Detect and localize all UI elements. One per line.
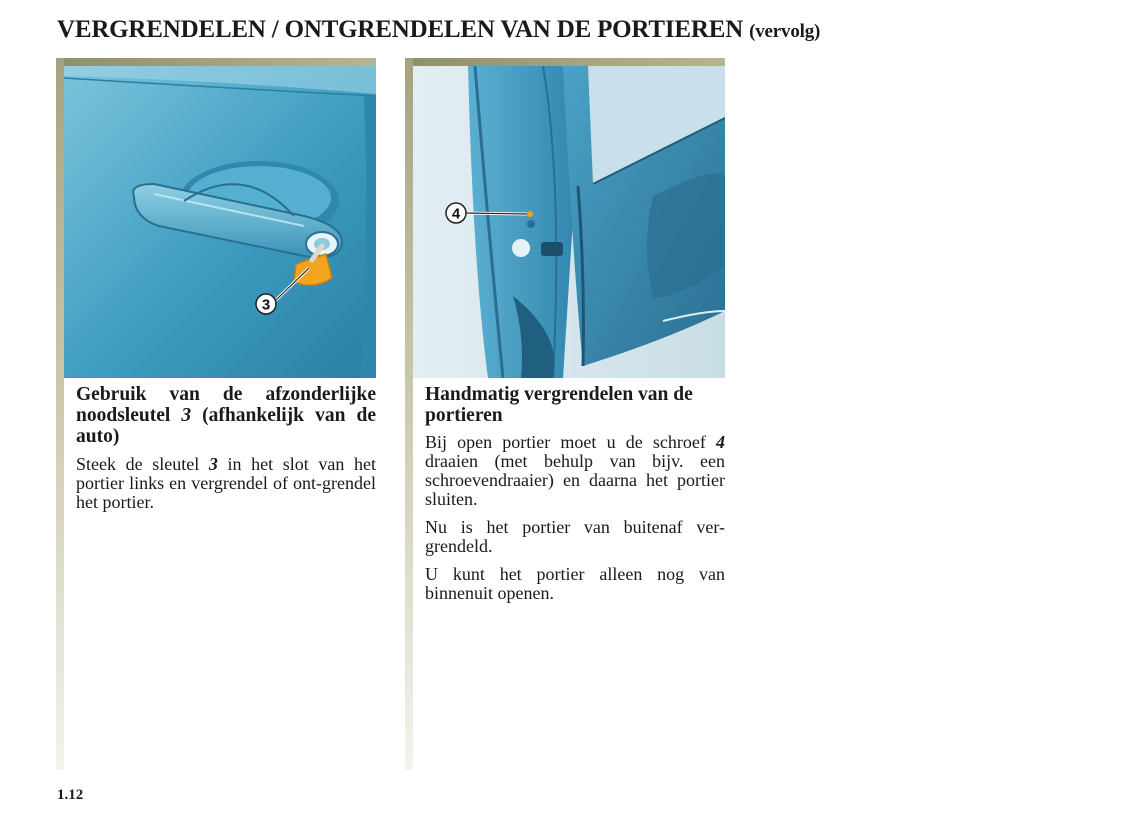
- paragraph-text-2: draaien (met behulp van bijv. een schroevendraaier) en daarna het portier sluiten.: [425, 451, 725, 509]
- paragraph-text-2: in het slot van het portier links en vergrendel of ont-grendel het portier.: [76, 454, 377, 512]
- paragraph-text-1: Steek de sleutel: [76, 454, 200, 474]
- section-top-bar: [405, 58, 725, 66]
- paragraph-text-1: Bij open portier moet u de schroef: [425, 432, 706, 452]
- section-heading: [76, 384, 376, 447]
- paragraph-ref: 4: [716, 432, 725, 452]
- instruction-paragraph: [76, 455, 376, 512]
- page-title-continued: (vervolg): [749, 21, 821, 42]
- heading-text-2: (afhankelijk van de auto): [76, 405, 377, 447]
- instruction-paragraph-1: [425, 433, 725, 509]
- callout-4-label: 4: [451, 205, 461, 223]
- door-edge-photo: [413, 66, 725, 378]
- paragraph-ref: 3: [208, 454, 218, 474]
- page-title-main: VERGRENDELEN / ONTGRENDELEN VAN DE PORTIEREN: [57, 16, 744, 43]
- section-heading: Handmatig vergrendelen van de portieren: [425, 384, 693, 426]
- section-top-bar: [56, 58, 376, 66]
- heading-ref: 3: [181, 405, 192, 426]
- left-section: [56, 58, 376, 770]
- right-section: [405, 58, 725, 770]
- heading-text-1: Gebruik van de afzonderlijke noodsleutel: [76, 384, 376, 426]
- callout-3-label: 3: [261, 296, 271, 314]
- section-side-bar: [405, 58, 413, 770]
- door-handle-photo: [64, 66, 376, 378]
- page-title: [57, 16, 820, 44]
- instruction-paragraph-2: Nu is het portier van buitenaf ver-grendeld.: [425, 517, 725, 556]
- page-number: 1.12: [57, 787, 84, 803]
- instruction-paragraph-3: U kunt het portier alleen nog van binnenuit openen.: [425, 564, 725, 603]
- section-side-bar: [56, 58, 64, 770]
